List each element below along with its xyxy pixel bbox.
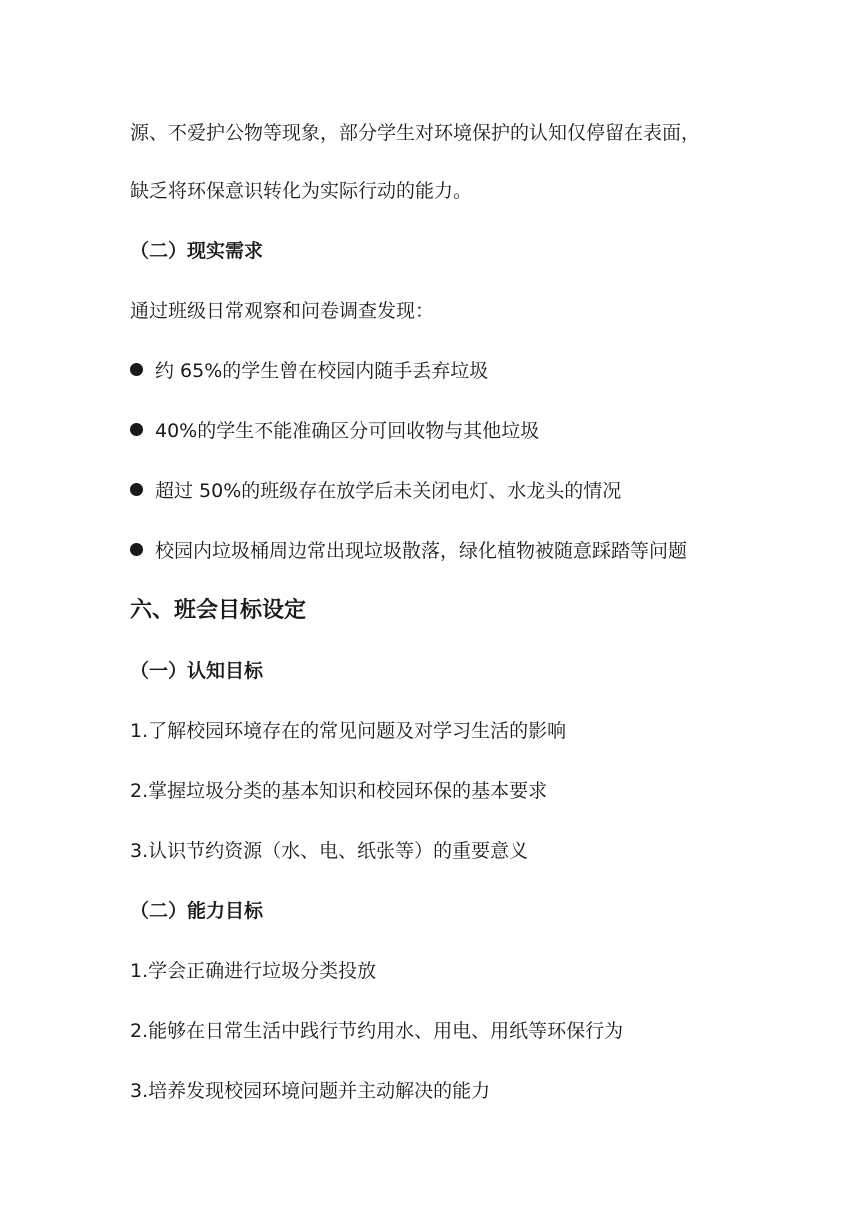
ability-item-3: 3.培养发现校园环境问题并主动解决的能力 [130, 1080, 491, 1102]
intro-line-1: 源、不爱护公物等现象，部分学生对环境保护的认知仅停留在表面， [130, 122, 701, 144]
ability-item-1: 1.学会正确进行垃圾分类投放 [130, 960, 377, 982]
bullet-text: 约 65%的学生曾在校园内随手丢弃垃圾 [155, 360, 489, 382]
section-heading-needs: （二）现实需求 [130, 240, 264, 262]
bullet-text: 超过 50%的班级存在放学后未关闭电灯、水龙头的情况 [155, 480, 622, 502]
needs-lead-text: 通过班级日常观察和问卷调查发现： [130, 300, 435, 322]
bullet-text: 校园内垃圾桶周边常出现垃圾散落，绿化植物被随意踩踏等问题 [155, 540, 688, 562]
bullet-icon [130, 363, 143, 376]
cognitive-item-3: 3.认识节约资源（水、电、纸张等）的重要意义 [130, 840, 529, 862]
list-item [130, 416, 539, 446]
list-item [130, 536, 687, 566]
ability-item-2: 2.能够在日常生活中践行节约用水、用电、用纸等环保行为 [130, 1020, 624, 1042]
cognitive-item-1: 1.了解校园环境存在的常见问题及对学习生活的影响 [130, 720, 567, 742]
intro-line-2: 缺乏将环保意识转化为实际行动的能力。 [130, 180, 473, 202]
cognitive-item-2: 2.掌握垃圾分类的基本知识和校园环保的基本要求 [130, 780, 548, 802]
subheading-cognitive: （一）认知目标 [130, 660, 264, 682]
bullet-text: 40%的学生不能准确区分可回收物与其他垃圾 [155, 420, 540, 442]
list-item [130, 356, 488, 386]
subheading-ability: （二）能力目标 [130, 900, 264, 922]
bullet-icon [130, 423, 143, 436]
bullet-icon [130, 483, 143, 496]
section-heading-goals: 六、班会目标设定 [130, 598, 307, 623]
bullet-icon [130, 543, 143, 556]
list-item [130, 476, 621, 506]
